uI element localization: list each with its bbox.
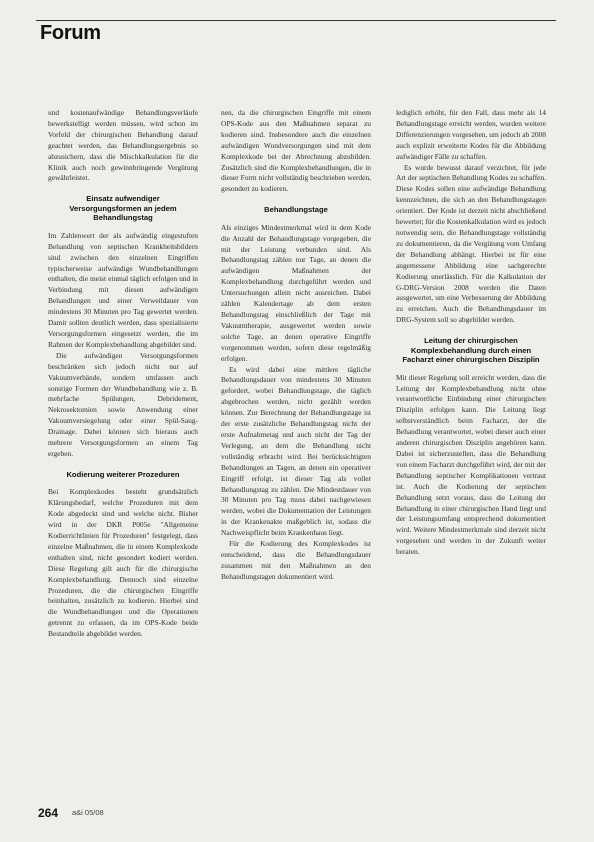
text-column-1 [48, 108, 198, 808]
body-paragraph: Es wird dabei eine mittlere tägliche Behandlungsdauer von mindestens 30 Minuten gefordert, wobei Behandlungstage, die täglich abgebrochen werden, nicht gezählt werden können. Zur Berechnung der Behandlungstage ist der erste zusätzliche Behandlungstag nicht der erste Aufnahmetag und auch nicht der Tag der Verlegung, an dem die Behandlung nicht vollständig erbracht wird. Bei berücksichtigten Behandlungen an Tagen, an denen ein operativer Eingriff erfolgt, ist dieser Tag als voller Behandlungstag zu zählen. Die Mindestdauer von 30 Minuten pro Tag muss dabei nachgewiesen werden, wobei die Dokumentation der Leistungen in der Krankenakte maßgeblich ist, sodass die Nachweispflicht beim Krankenhaus liegt. [221, 364, 371, 538]
body-paragraph: Mit dieser Regelung soll erreicht werden, dass die Leitung der Komplexbehandlung nicht ohne verantwortliche Einbindung einer chirurgischen Disziplin erfolgen kann. Die Leitung liegt selbstverständlich beim Facharzt, der die Behandlung verantwortet, wobei dieser auch einer anderen chirurgischen Disziplin angehören kann. Dabei ist sicherzustellen, dass die Behandlung von einem Facharzt durchgeführt wird, der mit der Behandlung septischer Komplikationen vertraut ist. Auch die Kodierung der septischen Behandlung setzt voraus, dass die Leitung der Behandlung in einer chirurgischen Hand liegt und der Leistungsumfang entsprechend dokumentiert wird. Weitere Mindestmerkmale sind derzeit nicht vorgesehen und werden in der Zukunft weiter beraten. [396, 372, 546, 557]
body-paragraph: Bei Komplexkodes besteht grundsätzlich Klärungsbedarf, welche Prozeduren mit dem Kode abgedeckt sind und welche nicht. Bisher wird in der DKR P005e "Allgemeine Kodierrichtlinien für Prozeduren" festgelegt, dass einzelne Maßnahmen, die in einem Komplexkode enthalten sind, nicht gesondert kodiert werden. Diese Regelung gilt auch für die chirurgische Komplexbehandlung. Dennoch sind einzelne Prozeduren, die die chirurgischen Eingriffe beinhalten, zusätzlich zu kodieren. Hierbei sind die Wundbehandlungen und die Operationen getrennt zu erfassen, da im OPS-Kode beide Bestandteile abgebildet werden. [48, 487, 198, 639]
text-column-2 [221, 108, 371, 808]
section-subheading: Kodierung weiterer Prozeduren [66, 469, 180, 479]
issue-label: a&i 05/08 [72, 808, 104, 817]
article-body [0, 108, 594, 808]
body-paragraph: Für die Kodierung des Komplexkodes ist entscheidend, dass die Behandlungsdauer zusammen mit den Maßnahmen an den Behandlungstagen dokumentiert wird. [221, 539, 371, 581]
text-column-3 [396, 108, 546, 808]
header-rule [36, 20, 556, 21]
section-subheading: Behandlungstage [264, 205, 328, 215]
page-number: 264 [38, 806, 59, 820]
section-subheading: Leitung der chirurgischen Komplexbehandlung durch einen Facharzt einer chirurgischen Disziplin [402, 336, 540, 365]
page-header [0, 0, 594, 58]
section-title: Forum [40, 22, 101, 44]
body-paragraph: und kostenaufwändige Behandlungsverläufe bewerkstelligt werden müssen, wird schon im Vorfeld der chirurgischen Behandlung darauf geachtet werden, das Behandlungsergebnis so abzusichern, dass die Mischkalkulation für die Klinik auch noch gewinnbringende Vergütung gewährleistet. [48, 108, 198, 183]
body-paragraph: nen, da die chirurgischen Eingriffe mit einem OPS-Kode aus den Maßnahmen separat zu kodieren sind. Insbesondere auch die einzelnen aufwändigen Wundversorgungen sind mit dem Komplexkode bei der Abrechnung abzubilden. Zusätzlich sind die Komplexbehandlungen, die in dieser Form nicht vollständig beschrieben werden, gesondert zu kodieren. [221, 108, 371, 194]
body-paragraph: Im Zahlenwert der als aufwändig eingestuften Behandlung von septischen Krankheitsbildern sind zwischen den einzelnen Eingriffen typischerweise aufwändige Wundbehandlungen enthalten, die meist einmal täglich erfolgen und in Verbindung mit diesen aufwändigen Behandlungen und einer Verweildauer von mindestens 30 Minuten pro Tag gewertet werden. Damit sollten deutlich werden, dass spezialisierte Versorgungsformen eingesetzt werden, die im Rahmen der Komplexbehandlung abgebildet sind. [48, 230, 198, 349]
page-footer [0, 806, 594, 842]
section-subheading: Einsatz aufwendiger Versorgungsformen an jedem Behandlungstag [69, 194, 177, 223]
body-paragraph: lediglich erhöht, für den Fall, dass mehr als 14 Behandlungstage erreicht werden, wurden weitere Differenzierungen vorgesehen, um jedoch ab 2008 auch explizit erweiterte Kodes für die Abbildung aufwändiger Fälle zu schaffen. [396, 108, 546, 161]
body-paragraph: Die aufwändigen Versorgungsformen beschränken sich jedoch nicht nur auf Vakuumverbände, sondern umfassen auch sonstige Formen der Wundbehandlung wie z. B. mehrfache Spülungen, Debridement, Nekrosektomien sowie Anwendung einer Vakuumversiegelung oder einer Spül-Saug-Drainage. Dabei können sich hieraus auch mehrere Versorgungsformen an einem Tag ergeben. [48, 350, 198, 458]
body-paragraph: Es wurde bewusst darauf verzichtet, für jede Art der septischen Behandlung Kodes zu schaffen. Diese Kodes sollen eine aufwändige Behandlung kennzeichnen, die sich an den Behandlungstagen orientiert. Der Kode ist derzeit nicht abschließend bewertet; für die Kostenkalkulation wird es jedoch notwendig sein, die Behandlungstage vollständig zu dokumentieren, da die Vergütung vom Umfang der Behandlung abhängt. Hierbei ist für eine angemessene Abbildung eine sachgerechte Kodierung unerlässlich. Für die Kalkulation der G-DRG-Version 2008 werden die Daten ausgewertet, um eine Verbesserung der Abbildung zu erreichen. Auch die Behandlungsdauer im DRG-System soll so abgebildet werden. [396, 162, 546, 325]
body-paragraph: Als einziges Mindestmerkmal wird in dem Kode die Anzahl der Behandlungstage vorgegeben, die mit der Leistung verbunden sind. Als Behandlungstag zählen nur Tage, an denen die aufwändigen Maßnahmen der Komplexbehandlung durchgeführt werden und Untersuchungen allein nicht ausreichen. Dabei zählen Kalendertage ab dem ersten Behandlungstag einschließlich der Tage mit Vakuumtherapie, ausgewertet werden sowie solche Tage, an denen operative Eingriffe vorgenommen werden, sofern diese regelmäßig erfolgen. [221, 222, 371, 363]
